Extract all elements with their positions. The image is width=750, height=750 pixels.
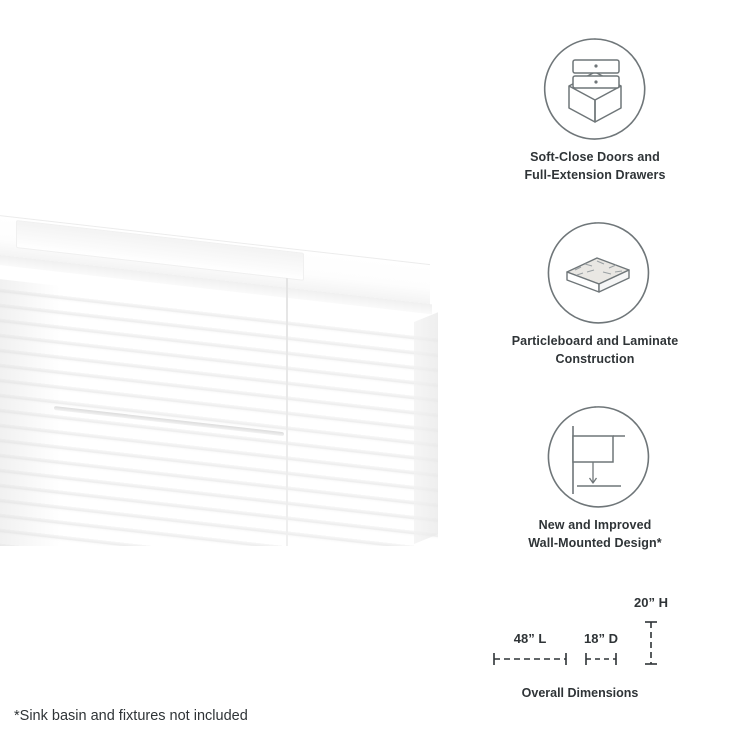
- slat-front-panel: [0, 278, 438, 546]
- feature-caption-1-line2: Full-Extension Drawers: [524, 168, 666, 182]
- dimensions-title: Overall Dimensions: [521, 686, 639, 700]
- dimension-height: [634, 595, 668, 666]
- dimension-width: [492, 631, 568, 666]
- height-measure-icon: [644, 620, 658, 666]
- feature-caption-2: [455, 332, 735, 368]
- vanity-cabinet-body: [0, 278, 438, 546]
- feature-caption-3-line1: New and Improved: [538, 518, 652, 532]
- dimension-depth: [584, 631, 618, 666]
- soft-close-drawer-icon: [525, 30, 665, 148]
- feature-caption-2-line2: Construction: [555, 352, 635, 366]
- dimension-depth-label: 18” D: [584, 631, 618, 646]
- dimension-width-label: 48” L: [513, 631, 547, 646]
- feature-caption-3-line2: Wall-Mounted Design*: [528, 536, 662, 550]
- feature-icon-wrap-3: [455, 398, 735, 516]
- feature-icon-wrap-2: [455, 214, 735, 332]
- cabinet-side-panel: [414, 311, 438, 544]
- feature-wall-mounted-design: [455, 398, 735, 552]
- feature-caption-2-line1: Particleboard and Laminate: [511, 334, 679, 348]
- feature-caption-3: [455, 516, 735, 552]
- vanity-countertop: [0, 214, 440, 286]
- footnote-text: *Sink basin and fixtures not included: [14, 708, 248, 724]
- feature-list: [455, 30, 735, 570]
- drawer-divider: [286, 278, 288, 546]
- dimensions-row: [420, 595, 740, 666]
- product-image: [0, 200, 460, 560]
- feature-soft-close-doors: [455, 30, 735, 184]
- particleboard-laminate-icon: [525, 214, 665, 332]
- dimensions-block: [420, 595, 740, 700]
- wall-mounted-design-icon: [525, 398, 665, 516]
- width-measure-icon: [492, 652, 568, 666]
- dimension-height-label: 20” H: [634, 595, 668, 610]
- feature-caption-1: [455, 148, 735, 184]
- feature-caption-1-line1: Soft-Close Doors and: [530, 150, 660, 164]
- depth-measure-icon: [584, 652, 618, 666]
- feature-particleboard-construction: [455, 214, 735, 368]
- feature-icon-wrap-1: [455, 30, 735, 148]
